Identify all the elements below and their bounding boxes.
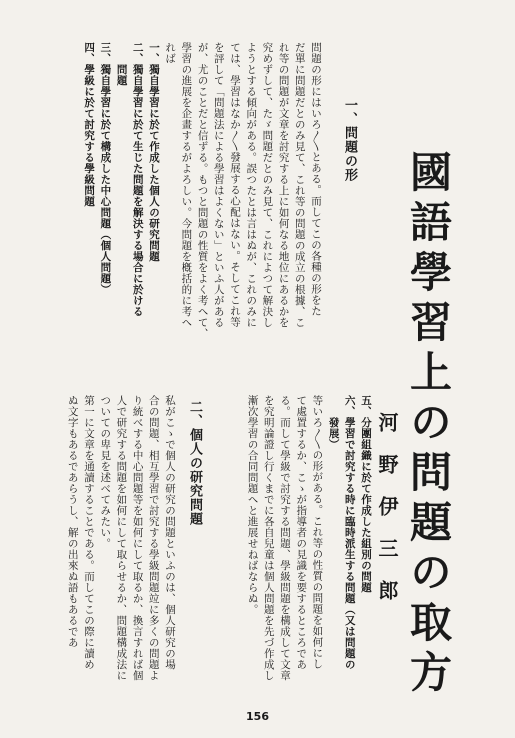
- list-item: 一、獨自學習に於て作成した個人の研究問題: [147, 42, 160, 262]
- text-line: を評して「問題法による學習はよくない」といふ人がある: [212, 42, 225, 328]
- text-line: て處置するか、こゝが指導者の見識を要するところであ: [295, 395, 308, 670]
- list-item: 二、獨自學習に於て生じた問題を解決する場合に於ける: [131, 42, 144, 317]
- section-body-upper: [24, 42, 324, 342]
- list-item: 三、獨自學習に於て構成した中心問題（個人問題）: [99, 42, 112, 295]
- section-body-lower-right: [246, 395, 374, 695]
- article-author: 河野伊三郎: [375, 412, 399, 622]
- text-line: を究明論證し行くまでに各自兒童は個人問題を先づ作成し: [262, 395, 275, 681]
- article-title: 國語學習上の問題の取方: [404, 150, 453, 700]
- text-line: 合の問題、相互學習で討究する學級問題竝に多くの問題よ: [147, 395, 160, 681]
- text-line: り統べする中心問題等を如何にして取るか、換言すれば個: [131, 395, 144, 681]
- text-line: 漸次學習の合同問題へと進展せねばならぬ。: [246, 395, 259, 615]
- text-line: ようとする傾向がある。誤つたとは言はぬが、これのみに: [245, 42, 258, 328]
- text-line: ついての卑見を述べてみたい。: [99, 395, 112, 549]
- section-body-lower-left: [38, 395, 178, 695]
- list-item: 四、學級に於て討究する學級問題: [83, 42, 96, 207]
- list-item: 發展）: [327, 395, 340, 450]
- text-line: ぬ文字もあるであらうし、解の出來ぬ語もあるであ: [66, 395, 79, 648]
- text-line: が、尤のことだと信ずる。もつと問題の性質をよく考へて、: [196, 42, 209, 339]
- section-heading-problem-form: 一、問題の形: [342, 98, 357, 182]
- text-line: 人で研究する問題を如何にして取らせるか、問題構成法に: [115, 395, 128, 681]
- text-line: れ等の問題が文章を討究する上に如何なる地位にあるかを: [277, 42, 290, 328]
- text-line: 私がこゝで個人の研究の問題といふのは、個人研究の場: [164, 395, 176, 670]
- text-line: る。而して學級で討究する問題、學級問題を構成して文章: [278, 395, 291, 681]
- section-heading-individual-problems: 二、個人の研究問題: [187, 400, 202, 526]
- text-line: だ單に問題だとのみ見て、これ等の問題の成立の根據、こ: [293, 42, 306, 328]
- page-number: 156: [246, 710, 269, 723]
- list-item: 六、學習で討究する時に臨時派生する問題（又は問題の: [343, 395, 356, 670]
- text-line: 究めずして、たゞ問題だとのみ見て、これによつて解決し: [261, 42, 274, 328]
- list-item: 問題: [115, 42, 128, 86]
- text-line: 等いろ〳〵の形がある。これ等の性質の問題を如何にし: [311, 395, 324, 670]
- list-item: 五、分團組織に於て作成した組別の問題: [360, 395, 372, 593]
- text-line: れば: [164, 42, 177, 64]
- text-line: 第一に文章を通讀することである。而してこの際に讀め: [82, 395, 95, 670]
- text-line: 問題の形にはいろ〳〵とある。而してこの各種の形をた: [310, 42, 322, 317]
- text-line: 學習の進展を企畫するがよろしい。今問題を槪括的に考へ: [180, 42, 193, 328]
- text-line: ては、學習はなか〳〵發展する心配はない。そしてこれ等: [228, 42, 241, 328]
